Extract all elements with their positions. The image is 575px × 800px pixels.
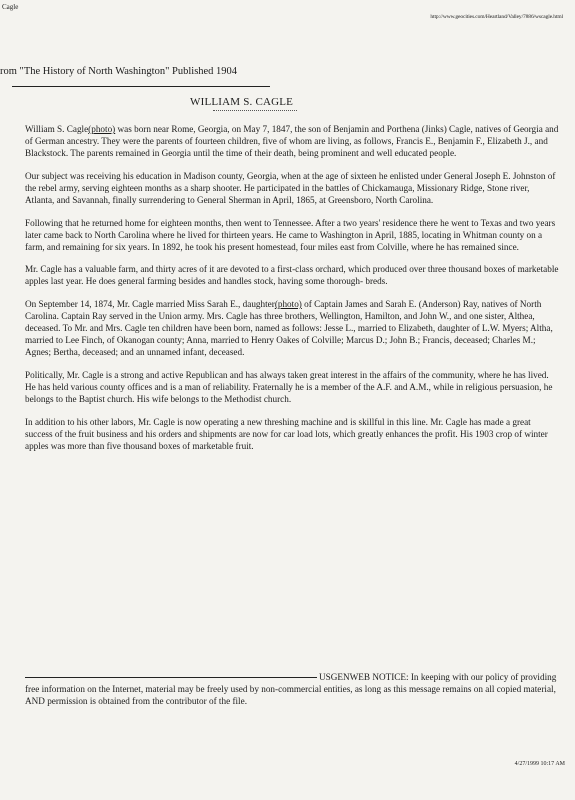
article-body (25, 123, 560, 463)
page-title: WILLIAM S. CAGLE (190, 96, 294, 108)
paragraph-6: Politically, Mr. Cagle is a strong and active Republican and has always taken great interest in the affairs of the community, where he has lived. He has held various county offices and is a man of reliability. Fraternally he is a member of the A.F. and A.M., while in religious persuasion, he belongs to the Baptist church. His wife belongs to the Methodist church. (25, 370, 553, 405)
paragraph-1 (25, 123, 560, 159)
source-rule (12, 86, 270, 87)
usgenweb-notice (25, 671, 560, 707)
paragraph-3: Following that he returned home for eighteen months, then went to Tennessee. After a two years' residence there he went to Texas and two years later came back to North Carolina where he lived for thirteen years. He came to Washington in April, 1885, locating in Whitman county on a farm, and remaining for six years. In 1892, he took his present homestead, four miles east from Colville, where he has remained since. (25, 217, 556, 252)
paragraph-1-start: William S. Cagle (25, 124, 89, 134)
paragraph-5 (25, 298, 560, 358)
paragraph-2: Our subject was receiving his education in Madison county, Georgia, when at the age of sixteen he enlisted under General Joseph E. Johnston of the rebel army, serving eighteen months as a sharp shooter. He participated in the battles of Chickamauga, Missionary Ridge, Stone river, Atlanta, and Savannah, finally surrendering to General Sherman in April, 1865, at Greensboro, North Carolina. (25, 170, 556, 205)
paragraph-4: Mr. Cagle has a valuable farm, and thirty acres of it are devoted to a first-class orchard, which produced over three thousand boxes of marketable apples last year. He does general farming besides and handles stock, having some thorough- breds. (25, 264, 559, 287)
page-header-title: Cagle (2, 3, 19, 11)
notice-text: with our policy of providing free information on the Internet, material may be freely used by non-commercial entities, as long as this message remains on all copied material, AND permission is obtained from the contributor of the file. (25, 672, 557, 707)
paragraph-7: In addition to his other labors, Mr. Cagle is now operating a new threshing machine and is skillful in this line. Mr. Cagle has made a great success of the fruit business and his orders and shipments are now for car load lots, which greatly enhances the profit. His 1903 crop of winter apples was more than five thousand boxes of marketable fruit. (25, 416, 548, 451)
page-header-url: http://www.geocities.com/Heartland/Valley/7886/wscagle.html (430, 14, 563, 20)
paragraph-5-rest: of Captain James and Sarah E. (Anderson) Ray, natives of North Carolina. Captain Ray served in the Union army. Mrs. Cagle has three brothers, Wellington, Hamilton, and John W., and one sister, Althea, deceased. To Mr. and Mrs. Cagle ten children have been born, named as follows: Jesse L., married to Elizabeth, daughter of L.W. Myers; Altha, married to Lee Finch, of Okanogan county; Anna, married to Henry Oakes of Colville; Marcus D.; John B.; Francis, deceased; Charles M.; Agnes; Bertha, deceased; and an unnamed infant, deceased. (25, 299, 553, 358)
source-line: rom "The History of North Washington" Published 1904 (0, 66, 238, 77)
paragraph-5-start: On September 14, 1874, Mr. Cagle married Miss Sarah E., daughter (25, 299, 275, 310)
notice-rule (25, 677, 317, 678)
title-rule (213, 110, 297, 111)
photo-link-william[interactable]: (photo) (88, 124, 116, 134)
notice-lead: USGENWEB NOTICE: In keeping (319, 672, 450, 682)
photo-link-sarah[interactable]: (photo) (274, 299, 302, 310)
paragraph-1-rest: was born near Rome, Georgia, on May 7, 1847, the son of Benjamin and Porthena (Jinks) Cagle, natives of Georgia and of German ancestry. They were the parents of fourteen children, five of whom are living, as follows, Francis E., Benjamin F., Elizabeth J., and Blackstock. The parents remained in Georgia until the time of their death, being prominent and well educated people. (25, 124, 559, 159)
print-timestamp: 4/27/1999 10:17 AM (514, 761, 565, 767)
